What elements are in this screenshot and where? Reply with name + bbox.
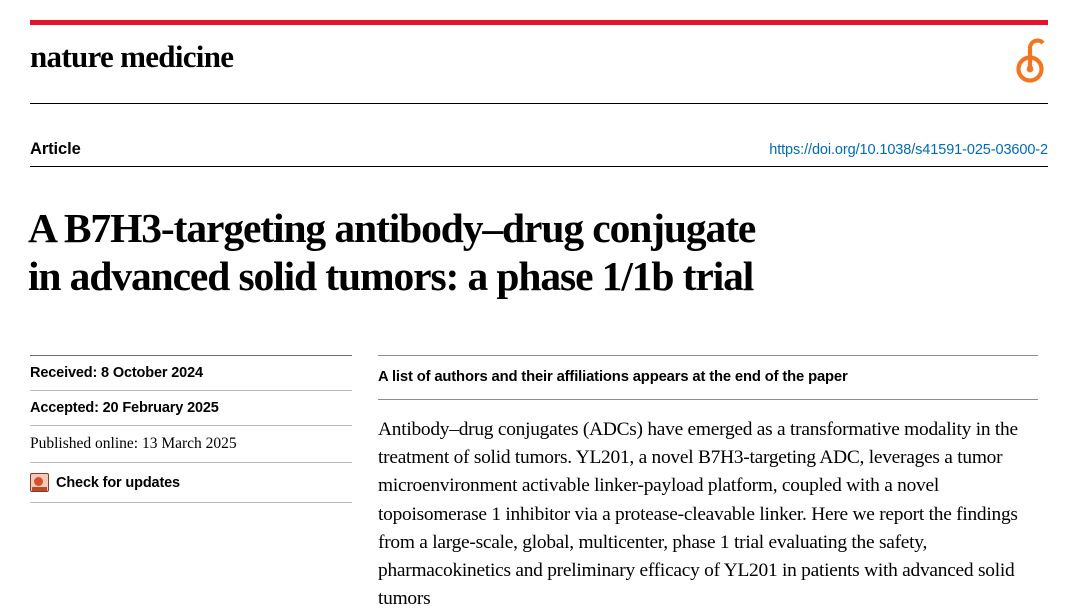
- open-access-lock-icon: [1010, 37, 1050, 83]
- accepted-date: Accepted: 20 February 2025: [30, 390, 352, 425]
- received-date: Received: 8 October 2024: [30, 355, 352, 390]
- abstract-text: Antibody–drug conjugates (ADCs) have emerged as a transformative modality in the treatment of solid tumors. YL201, a novel B7H3-targeting ADC, leverages a tumor microenvironment activable linker-payload platform, coupled with a novel topoisomerase 1 inhibitor via a protease-cleavable linker. Here we report the findings from a large-scale, global, multicenter, phase 1 trial evaluating the safety, pharmacokinetics and preliminary efficacy of YL201 in patients with advanced solid tumors: [378, 419, 1018, 610]
- masthead-divider: [30, 103, 1048, 104]
- check-for-updates[interactable]: [30, 462, 352, 502]
- abstract-column: [378, 355, 1038, 614]
- article-history-column: [30, 355, 352, 555]
- article-label-row: [30, 140, 1048, 159]
- article-type-label: Article: [30, 140, 81, 158]
- crossmark-icon: [30, 473, 49, 492]
- history-bottom-divider: [30, 502, 352, 555]
- doi-link[interactable]: https://doi.org/10.1038/s41591-025-03600-2: [769, 142, 1048, 158]
- brand-rule: [30, 20, 1048, 25]
- title-line-2: in advanced solid tumors: a phase 1/1b trial: [28, 253, 754, 300]
- authors-note: A list of authors and their affiliations appears at the end of the paper: [378, 369, 848, 385]
- journal-masthead: [30, 36, 730, 78]
- journal-name: nature medicine: [30, 39, 234, 74]
- title-line-1: A B7H3-targeting antibody–drug conjugate: [28, 204, 756, 251]
- page-title: [28, 204, 1038, 301]
- published-date: Published online: 13 March 2025: [30, 425, 352, 462]
- check-for-updates-label: Check for updates: [56, 474, 180, 491]
- article-label-divider: [30, 166, 1048, 167]
